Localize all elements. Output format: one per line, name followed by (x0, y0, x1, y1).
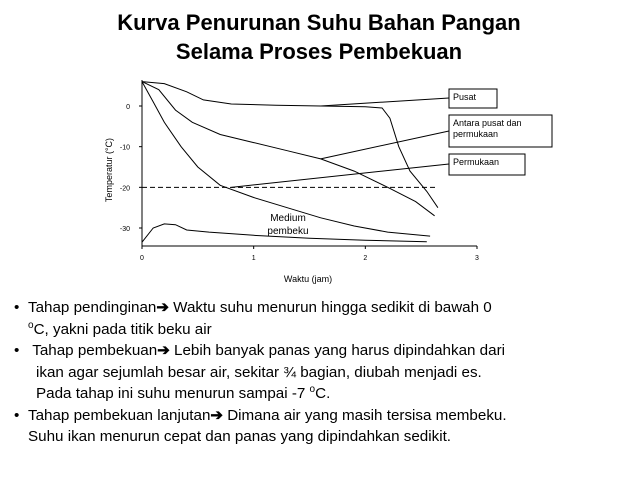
bullet-text: ikan agar sejumlah besar air, sekitar ¾ bagian, diubah menjadi es. (36, 363, 482, 381)
bullet-text: Waktu suhu menurun hingga sedikit di bawah 0 (168, 299, 492, 316)
y-axis-label: Temperatur (°C) (104, 137, 114, 203)
bullet-item-pembekuan (14, 340, 624, 405)
y-tick-label: 0 (126, 104, 130, 111)
y-tick-label: -30 (119, 226, 130, 233)
bullet-continuation (28, 362, 624, 384)
bullet-text: C, yakni pada titik beku air (33, 320, 212, 338)
x-tick-label: 3 (475, 255, 479, 262)
x-axis-label: Waktu (jam) (283, 274, 333, 284)
label-medium-line2: pembeku (267, 226, 309, 237)
bullet-item-pendinginan (14, 297, 624, 340)
arrow-right-icon: ➔ (156, 299, 169, 316)
leader-antara (321, 131, 449, 159)
bullet-list (14, 297, 624, 448)
bullet-item-pembekuan-lanjutan (14, 405, 624, 448)
leader-pusat (321, 98, 449, 106)
bullet-heading: Tahap pendinginan (28, 299, 157, 316)
bullet-heading: Tahap pembekuan lanjutan (28, 406, 211, 424)
label-pusat-text: Pusat (453, 92, 477, 102)
series-pusat-line (142, 82, 438, 208)
bullet-text: Pada tahap ini suhu menurun sampai -7 (36, 385, 310, 402)
chart-axes (104, 80, 479, 284)
y-tick-label: -20 (119, 185, 130, 193)
bullet-text: Suhu ikan menurun cepat dan panas yang dipindahkan sedikit. (28, 428, 452, 445)
arrow-right-icon: ➔ (157, 342, 170, 359)
y-tick-label: -10 (119, 144, 130, 152)
title-line-1: Kurva Penurunan Suhu Bahan Pangan (117, 10, 521, 35)
bullet-continuation (28, 383, 624, 405)
label-permukaan-text: Permukaan (453, 157, 500, 167)
label-antara-text: Antara pusat dan (453, 118, 522, 128)
x-tick-label: 2 (363, 255, 368, 262)
bullet-text: C. (315, 385, 331, 402)
x-tick-label: 0 (140, 255, 144, 262)
label-antara-text: permukaan (453, 129, 499, 139)
chart-labels (231, 89, 552, 237)
bullet-text: Lebih banyak panas yang harus dipindahkan dari (169, 342, 506, 359)
degree-superscript: o (28, 319, 34, 331)
x-tick-label: 1 (251, 255, 256, 262)
degree-superscript: o (309, 383, 316, 395)
arrow-right-icon: ➔ (210, 406, 223, 424)
bullet-icon: • (14, 342, 20, 359)
leader-permukaan (231, 164, 449, 187)
bullet-icon: • (14, 299, 20, 316)
bullet-icon: • (14, 406, 20, 424)
title-line-2: Selama Proses Pembekuan (175, 39, 463, 64)
bullet-text: Dimana air yang masih tersisa membeku. (222, 406, 507, 424)
label-medium-line1: Medium (270, 213, 306, 224)
bullet-heading: Tahap pembekuan (32, 342, 158, 359)
